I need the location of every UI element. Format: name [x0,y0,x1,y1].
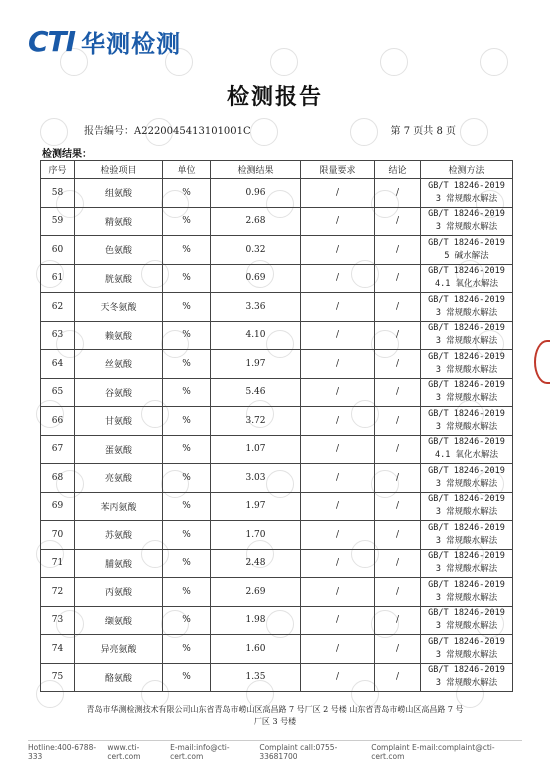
cell-result: 1.97 [211,492,301,521]
cell-item: 色氨酸 [75,236,163,265]
table-row [41,407,513,436]
header-no: 序号 [41,161,75,179]
cell-conclusion: / [375,606,421,635]
table-row [41,492,513,521]
cell-no: 62 [41,293,75,322]
cell-conclusion: / [375,321,421,350]
method-procedure: 4.1 氧化水解法 [435,450,498,461]
cell-limit: / [301,264,375,293]
method-standard: GB/T 18246-2019 [428,579,505,590]
cell-method [421,435,513,464]
table-row [41,663,513,692]
cell-result: 1.35 [211,663,301,692]
cell-method [421,207,513,236]
watermark-ring [40,118,68,146]
cell-method [421,521,513,550]
cell-no: 61 [41,264,75,293]
cell-unit: % [163,635,211,664]
cell-limit: / [301,435,375,464]
method-procedure: 3 常规酸水解法 [435,592,498,603]
method-procedure: 3 常规酸水解法 [435,478,498,489]
cell-conclusion: / [375,350,421,379]
cell-conclusion: / [375,635,421,664]
cell-method [421,264,513,293]
cell-conclusion: / [375,293,421,322]
cell-no: 71 [41,549,75,578]
edge-seal-stamp [534,340,550,384]
cell-method [421,606,513,635]
header-limit: 限量要求 [301,161,375,179]
method-standard: GB/T 18246-2019 [428,465,505,476]
website-link[interactable]: www.cti-cert.com [107,743,141,761]
cell-conclusion: / [375,521,421,550]
watermark-ring [460,118,488,146]
method-standard: GB/T 18246-2019 [428,636,505,647]
cell-result: 1.97 [211,350,301,379]
cell-conclusion: / [375,236,421,265]
cell-item: 胱氨酸 [75,264,163,293]
cell-result: 1.70 [211,521,301,550]
cell-unit: % [163,606,211,635]
method-standard: GB/T 18246-2019 [428,608,505,619]
cell-no: 74 [41,635,75,664]
cell-result: 0.69 [211,264,301,293]
cell-method [421,321,513,350]
cell-item: 组氨酸 [75,179,163,208]
cell-unit: % [163,321,211,350]
method-standard: GB/T 18246-2019 [428,437,505,448]
method-procedure: 3 常规酸水解法 [435,535,498,546]
cell-unit: % [163,350,211,379]
cell-limit: / [301,350,375,379]
cell-conclusion: / [375,179,421,208]
page-title: 检测报告 [226,84,323,110]
cell-method [421,549,513,578]
section-label: 检测结果： [42,149,92,160]
cell-unit: % [163,663,211,692]
cell-unit: % [163,207,211,236]
cell-limit: / [301,578,375,607]
cell-unit: % [163,464,211,493]
cell-no: 59 [41,207,75,236]
cell-conclusion: / [375,492,421,521]
cell-result: 1.60 [211,635,301,664]
cell-no: 60 [41,236,75,265]
cell-limit: / [301,407,375,436]
hotline: Hotline:400-6788-333 [28,743,97,761]
cell-method [421,492,513,521]
table-row [41,350,513,379]
table-header-row [41,161,513,179]
cell-method [421,378,513,407]
cell-item: 赖氨酸 [75,321,163,350]
method-procedure: 3 常规酸水解法 [435,421,498,432]
table-row [41,464,513,493]
cell-method [421,663,513,692]
cell-no: 72 [41,578,75,607]
cell-result: 1.07 [211,435,301,464]
cell-result: 1.98 [211,606,301,635]
cell-limit: / [301,293,375,322]
header-method: 检测方法 [421,161,513,179]
cell-unit: % [163,179,211,208]
table-row [41,236,513,265]
watermark-ring [250,118,278,146]
header-unit: 单位 [163,161,211,179]
cell-unit: % [163,236,211,265]
cell-limit: / [301,236,375,265]
watermark-ring [480,48,508,76]
cell-item: 脯氨酸 [75,549,163,578]
cell-limit: / [301,464,375,493]
cell-no: 70 [41,521,75,550]
footer-address [60,704,490,728]
cell-item: 缬氨酸 [75,606,163,635]
watermark-ring [270,48,298,76]
cell-item: 酪氨酸 [75,663,163,692]
contact-bar [28,740,522,761]
method-standard: GB/T 18246-2019 [428,380,505,391]
header-item: 检验项目 [75,161,163,179]
cell-method [421,578,513,607]
cell-result: 2.69 [211,578,301,607]
cell-item: 丙氨酸 [75,578,163,607]
cell-conclusion: / [375,207,421,236]
cell-no: 67 [41,435,75,464]
method-procedure: 3 常规酸水解法 [435,621,498,632]
cell-item: 苯丙氨酸 [75,492,163,521]
watermark-ring [350,118,378,146]
method-procedure: 3 常规酸水解法 [435,564,498,575]
cell-conclusion: / [375,407,421,436]
company-logo [28,24,181,59]
method-procedure: 4.1 氧化水解法 [435,279,498,290]
method-standard: GB/T 18246-2019 [428,323,505,334]
table-row [41,321,513,350]
table-row [41,179,513,208]
method-procedure: 3 常规酸水解法 [435,393,498,404]
cell-method [421,464,513,493]
method-procedure: 3 常规酸水解法 [435,336,498,347]
method-procedure: 3 常规酸水解法 [435,507,498,518]
method-procedure: 3 常规酸水解法 [435,364,498,375]
cell-conclusion: / [375,549,421,578]
cell-item: 蛋氨酸 [75,435,163,464]
cell-unit: % [163,578,211,607]
cell-method [421,407,513,436]
cell-no: 75 [41,663,75,692]
cell-unit: % [163,407,211,436]
cell-item: 异亮氨酸 [75,635,163,664]
method-standard: GB/T 18246-2019 [428,180,505,191]
cell-conclusion: / [375,578,421,607]
cell-method [421,179,513,208]
table-row [41,549,513,578]
page-info: 第 7 页共 8 页 [390,126,456,137]
cell-method [421,350,513,379]
cell-limit: / [301,321,375,350]
header-conclusion: 结论 [375,161,421,179]
cell-result: 3.72 [211,407,301,436]
table-row [41,578,513,607]
cell-result: 0.96 [211,179,301,208]
cell-unit: % [163,293,211,322]
cell-conclusion: / [375,435,421,464]
method-standard: GB/T 18246-2019 [428,522,505,533]
method-procedure: 3 常规酸水解法 [435,222,498,233]
cell-conclusion: / [375,464,421,493]
cell-limit: / [301,378,375,407]
cell-limit: / [301,179,375,208]
table-row [41,264,513,293]
method-procedure: 3 常规酸水解法 [435,649,498,660]
cell-limit: / [301,207,375,236]
cell-unit: % [163,435,211,464]
address-line-2: 厂区 3 号楼 [253,717,297,726]
method-procedure: 3 常规酸水解法 [435,678,498,689]
cell-unit: % [163,264,211,293]
cell-item: 甘氨酸 [75,407,163,436]
method-standard: GB/T 18246-2019 [428,408,505,419]
cell-result: 5.46 [211,378,301,407]
cell-limit: / [301,521,375,550]
complaint-call: Complaint call:0755-33681700 [259,743,338,761]
cell-result: 2.68 [211,207,301,236]
cell-unit: % [163,549,211,578]
cell-no: 64 [41,350,75,379]
cell-item: 丝氨酸 [75,350,163,379]
table-row [41,606,513,635]
cell-limit: / [301,606,375,635]
cell-method [421,293,513,322]
cell-item: 谷氨酸 [75,378,163,407]
cell-method [421,635,513,664]
results-table [40,160,513,692]
method-procedure: 5 碱水解法 [444,250,489,261]
cell-unit: % [163,521,211,550]
cell-item: 天冬氨酸 [75,293,163,322]
table-row [41,521,513,550]
cell-unit: % [163,492,211,521]
cell-item: 亮氨酸 [75,464,163,493]
method-standard: GB/T 18246-2019 [428,494,505,505]
cell-item: 苏氨酸 [75,521,163,550]
cell-result: 2.48 [211,549,301,578]
cell-conclusion: / [375,264,421,293]
cell-no: 65 [41,378,75,407]
cell-limit: / [301,635,375,664]
email-link[interactable]: E-mail:info@cti-cert.com [170,743,230,761]
watermark-ring [380,48,408,76]
cell-result: 3.03 [211,464,301,493]
method-standard: GB/T 18246-2019 [428,551,505,562]
header-result: 检测结果 [211,161,301,179]
cell-result: 4.10 [211,321,301,350]
method-standard: GB/T 18246-2019 [428,665,505,676]
table-row [41,293,513,322]
method-standard: GB/T 18246-2019 [428,237,505,248]
cell-limit: / [301,663,375,692]
cell-no: 58 [41,179,75,208]
method-procedure: 3 常规酸水解法 [435,307,498,318]
report-number: 报告编号：A2220045413101001C [84,126,251,137]
cell-no: 66 [41,407,75,436]
cell-result: 0.32 [211,236,301,265]
cell-result: 3.36 [211,293,301,322]
cell-item: 精氨酸 [75,207,163,236]
cell-no: 68 [41,464,75,493]
cell-no: 63 [41,321,75,350]
cell-limit: / [301,492,375,521]
cell-conclusion: / [375,378,421,407]
cell-no: 69 [41,492,75,521]
method-standard: GB/T 18246-2019 [428,294,505,305]
method-procedure: 3 常规酸水解法 [435,193,498,204]
method-standard: GB/T 18246-2019 [428,209,505,220]
cell-method [421,236,513,265]
logo-brand: CTI [28,25,76,58]
complaint-email-link[interactable]: Complaint E-mail:complaint@cti-cert.com [371,743,495,761]
cell-limit: / [301,549,375,578]
table-row [41,378,513,407]
table-row [41,207,513,236]
table-row [41,635,513,664]
method-standard: GB/T 18246-2019 [428,351,505,362]
table-row [41,435,513,464]
address-line-1: 青岛市华测检测技术有限公司山东省青岛市崂山区高昌路 7 号厂区 2 号楼 山东省青岛市崂山区高昌路 7 号 [86,705,464,714]
cell-conclusion: / [375,663,421,692]
method-standard: GB/T 18246-2019 [428,266,505,277]
cell-no: 73 [41,606,75,635]
cell-unit: % [163,378,211,407]
logo-company-name: 华测检测 [81,30,182,58]
